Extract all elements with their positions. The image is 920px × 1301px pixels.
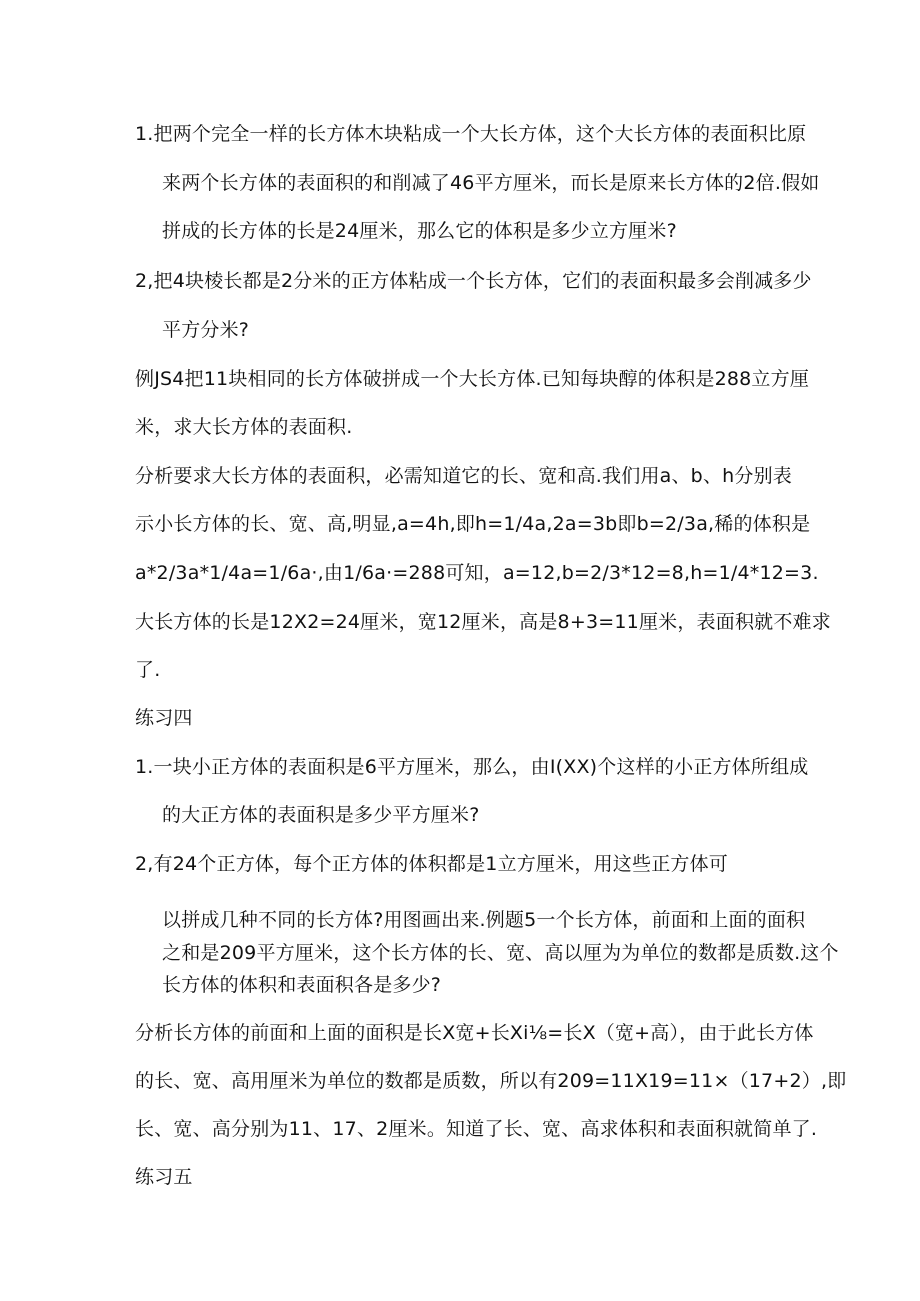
analysis-4-line-2: 示小长方体的长、宽、高,明显,a=4h,即h=1/4a,2a=3b即b=2/3a,稀的体积是 xyxy=(135,513,811,535)
problem-1-line-3: 拼成的长方体的长是24厘米，那么它的体积是多少立方厘米? xyxy=(162,220,677,242)
analysis-5-line-1: 分析长方体的前面和上面的面积是长X宽+长Xi⅛=长X（宽+高），由于此长方体 xyxy=(135,1022,814,1044)
problem-2-line-2: 平方分米? xyxy=(162,319,250,341)
problem-1-line-2: 来两个长方体的表面积的和削减了46平方厘米，而长是原来长方体的2倍.假如 xyxy=(162,172,820,194)
example-5-line-3: 长方体的体积和表面积各是多少? xyxy=(162,974,442,996)
exercise-4-q2-line-1: 2,有24个正方体，每个正方体的体积都是1立方厘米，用这些正方体可 xyxy=(135,853,728,875)
exercise-4-heading: 练习四 xyxy=(135,707,193,729)
analysis-4-line-4: 大长方体的长是12X2=24厘米，宽12厘米，高是8+3=11厘米，表面积就不难求 xyxy=(135,611,831,633)
analysis-4-line-1: 分析要求大长方体的表面积，必需知道它的长、宽和高.我们用a、b、h分别表 xyxy=(135,465,792,487)
analysis-5-line-2: 的长、宽、高用厘米为单位的数都是质数，所以有209=11X19=11×（17+2）,即 xyxy=(135,1070,847,1092)
analysis-4-line-5: 了. xyxy=(135,659,161,681)
example-4-line-2: 米，求大长方体的表面积. xyxy=(135,416,353,438)
analysis-4-line-3: a*2/3a*1/4a=1/6a·,由1/6a·=288可知，a=12,b=2/3*12=8,h=1/4*12=3. xyxy=(135,562,819,584)
problem-2-line-1: 2,把4块棱长都是2分米的正方体粘成一个长方体，它们的表面积最多会削减多少 xyxy=(135,270,812,292)
example-5-line-1: 以拼成几种不同的长方体?用图画出来.例题5一个长方体，前面和上面的面积 xyxy=(162,909,806,931)
exercise-4-q1-line-1: 1.一块小正方体的表面积是6平方厘米，那么，由I(XX)个这样的小正方体所组成 xyxy=(135,756,809,778)
exercise-5-heading: 练习五 xyxy=(135,1166,193,1188)
problem-1-line-1: 1.把两个完全一样的长方体木块粘成一个大长方体，这个大长方体的表面积比原 xyxy=(135,123,807,145)
exercise-4-q1-line-2: 的大正方体的表面积是多少平方厘米? xyxy=(162,804,480,826)
example-5-line-2: 之和是209平方厘米，这个长方体的长、宽、高以厘为为单位的数都是质数.这个 xyxy=(162,942,839,964)
analysis-5-line-3: 长、宽、高分别为11、17、2厘米。知道了长、宽、高求体积和表面积就简单了. xyxy=(135,1118,818,1140)
example-4-line-1: 例JS4把11块相同的长方体破拼成一个大长方体.已知每块醇的体积是288立方厘 xyxy=(135,368,810,390)
